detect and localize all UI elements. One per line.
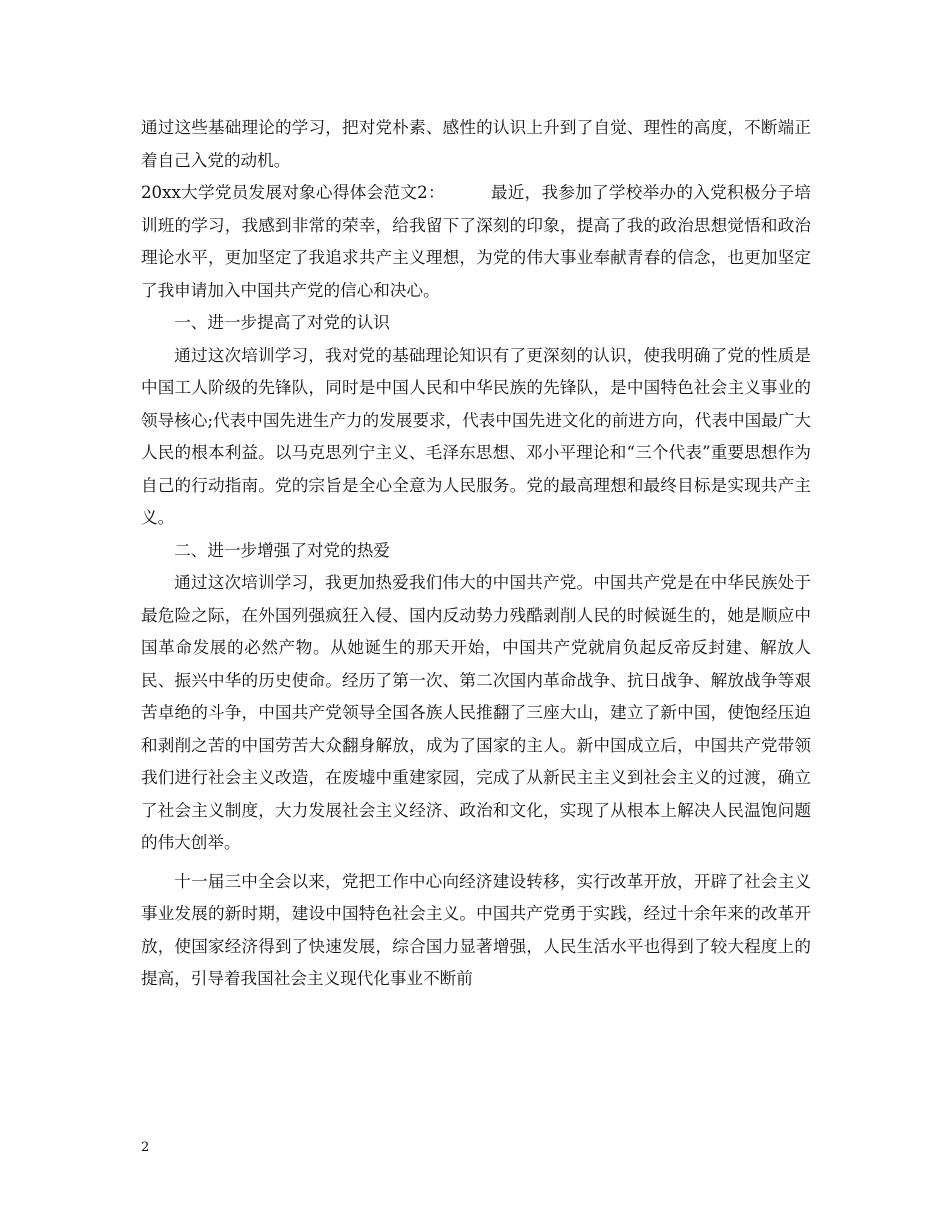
essay-title: 20xx大学党员发展对象心得体会范文2： (141, 183, 445, 202)
essay-opening: 最近，我参加了学校举办的入党积极分子培训班的学习，我感到非常的荣幸，给我留下了深刻的印象，提高了我的政治思想觉悟和政治理论水平，更加坚定了我追求共产主义理想，为党的伟大事业奉献青春的信念，也更加坚定了我申请加入中国共产党的信心和决心。 (141, 183, 812, 300)
paragraph-intro: 通过这些基础理论的学习，把对党朴素、感性的认识上升到了自觉、理性的高度，不断端正着自己入党的动机。 (141, 118, 811, 170)
page-number: 2 (141, 1140, 150, 1155)
section-heading-1: 一、进一步提高了对党的认识 (174, 313, 390, 332)
paragraph-understanding: 通过这次培训学习，我对党的基础理论知识有了更深刻的认识，使我明确了党的性质是中国工人阶级的先锋队，同时是中国人民和中华民族的先锋队，是中国特色社会主义事业的领导核心;代表中国先进生产力的发展要求，代表中国先进文化的前进方向，代表中国最广大人民的根本利益。以马克思列宁主义、毛泽东思想、邓小平理论和“三个代表”重要思想作为自己的行动指南。党的宗旨是全心全意为人民服务。党的最高理想和最终目标是实现共产主义。 (141, 345, 811, 527)
document-body (141, 112, 811, 996)
section-heading-2: 二、进一步增强了对党的热爱 (174, 540, 390, 560)
paragraph-love-for-party: 通过这次培训学习，我更加热爱我们伟大的中国共产党。中国共产党是在中华民族处于最危险之际，在外国列强疯狂入侵、国内反动势力残酷剥削人民的时候诞生的，她是顺应中国革命发展的必然产物。从她诞生的那天开始，中国共产党就肩负起反帝反封建、解放人民、振兴中华的历史使命。经历了第一次、第二次国内革命战争、抗日战争、解放战争等艰苦卓绝的斗争，中国共产党领导全国各族人民推翻了三座大山，建立了新中国，使饱经压迫和剥削之苦的中国劳苦大众翻身解放，成为了国家的主人。新中国成立后，中国共产党带领我们进行社会主义改造，在废墟中重建家园，完成了从新民主主义到社会主义的过渡，确立了社会主义制度，大力发展社会主义经济、政治和文化，实现了从根本上解决人民温饱问题的伟大创举。 (141, 573, 811, 852)
paragraph-essay-2 (141, 177, 811, 307)
paragraph-reform: 十一届三中全会以来，党把工作中心向经济建设转移，实行改革开放，开辟了社会主义事业发展的新时期，建设中国特色社会主义。中国共产党勇于实践，经过十余年来的改革开放，使国家经济得到了快速发展，综合国力显著增强，人民生活水平也得到了较大程度上的提高，引导着我国社会主义现代化事业不断前 (141, 871, 811, 988)
